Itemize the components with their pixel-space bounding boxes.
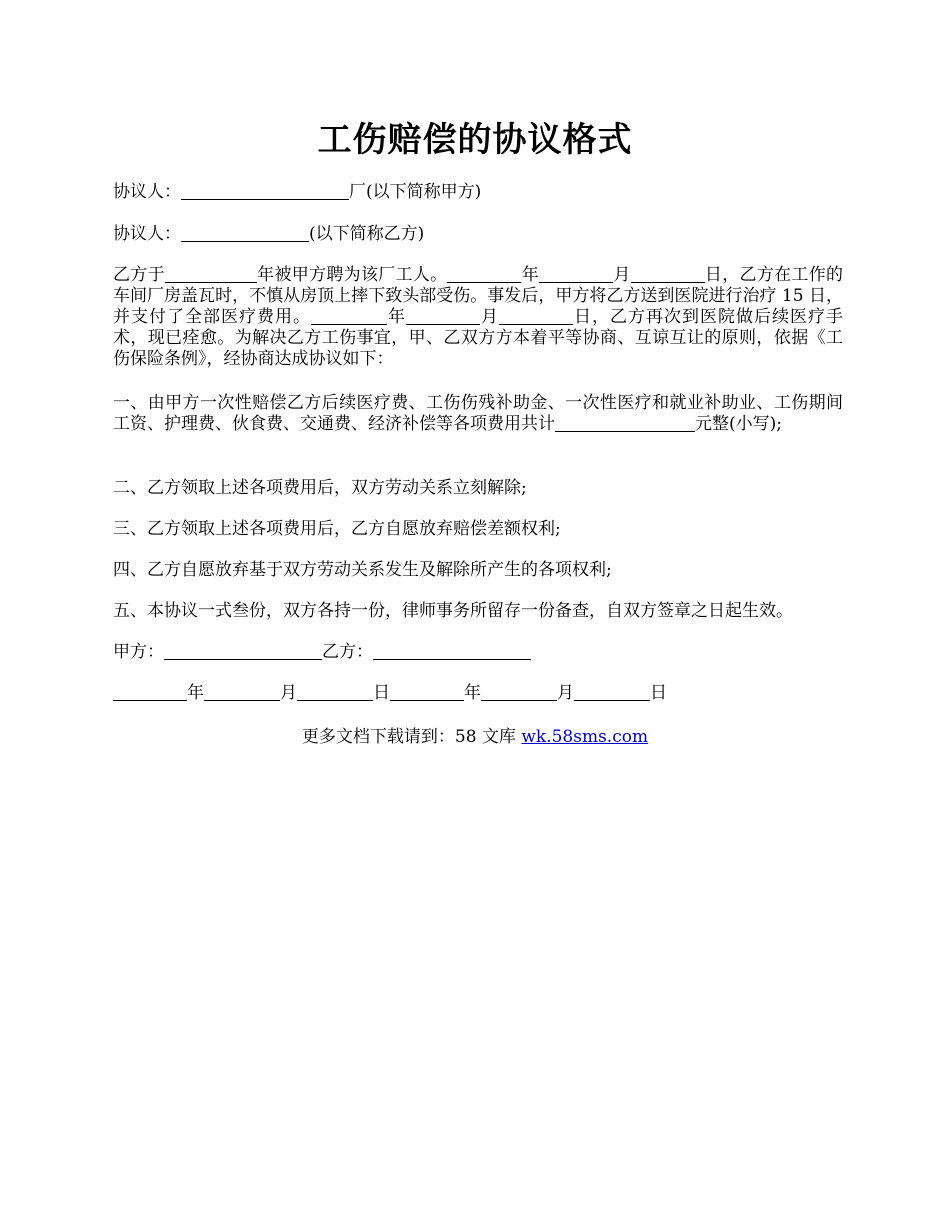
party-b-signature-blank <box>373 642 531 660</box>
party-b-month-blank <box>481 683 557 701</box>
party-b-day-blank <box>574 683 650 701</box>
party-a-day-label: 日 <box>373 683 390 703</box>
party-a-month-blank <box>204 683 280 701</box>
injury-year-blank <box>447 265 521 283</box>
party-a-name-blank <box>181 182 349 200</box>
party-a-day-blank <box>297 683 373 701</box>
intro-text-4: 月 <box>613 265 631 285</box>
party-a-line <box>113 182 843 203</box>
party-b-name-blank <box>181 224 309 242</box>
party-b-label: 协议人： <box>113 224 181 244</box>
clause-2: 二、乙方领取上述各项费用后，双方劳动关系立刻解除; <box>113 478 527 498</box>
clause-1-suffix: 元整(小写); <box>695 414 782 434</box>
party-a-month-label: 月 <box>280 683 297 703</box>
intro-text-5: 日，乙方在工作的车间厂房盖瓦时，不慎从房顶上摔下致头部受伤。事发后，甲方将乙方送到医院进行治疗 15 日，并支付了全部医疗费用。 <box>113 265 844 327</box>
signature-line <box>113 642 843 663</box>
intro-paragraph <box>113 265 843 370</box>
party-a-label: 协议人： <box>113 182 181 202</box>
clause-4: 四、乙方自愿放弃基于双方劳动关系发生及解除所产生的各项权利; <box>113 560 612 580</box>
party-a-signature-blank <box>164 642 322 660</box>
document-title: 工伤赔偿的协议格式 <box>317 120 633 160</box>
injury-month-blank <box>539 265 613 283</box>
intro-text-3: 年 <box>521 265 540 285</box>
footer <box>0 722 950 747</box>
party-a-year-label: 年 <box>187 683 204 703</box>
clause-5: 五、本协议一式叁份，双方各持一份，律师事务所留存一份备查，自双方签章之日起生效。 <box>113 601 793 621</box>
party-b-suffix: (以下简称乙方) <box>309 224 425 244</box>
hire-year-blank <box>165 265 257 283</box>
injury-day-blank <box>631 265 705 283</box>
party-a-year-blank <box>113 683 187 701</box>
party-b-signature-label: 乙方： <box>322 642 373 662</box>
intro-text-2: 年被甲方聘为该厂工人。 <box>256 265 448 285</box>
surgery-month-blank <box>406 307 480 325</box>
footer-text: 更多文档下载请到：58 文库 <box>301 727 522 747</box>
clause-1 <box>113 393 843 435</box>
party-a-suffix: 厂(以下简称甲方) <box>349 182 482 202</box>
intro-text-6: 年 <box>387 307 406 327</box>
compensation-amount-blank <box>555 414 695 432</box>
date-line <box>113 683 843 704</box>
party-b-year-blank <box>390 683 464 701</box>
party-b-month-label: 月 <box>557 683 574 703</box>
clause-1-text: 一、由甲方一次性赔偿乙方后续医疗费、工伤伤残补助金、一次性医疗和就业补助业、工伤期间工资、护理费、伙食费、交通费、经济补偿等各项费用共计 <box>113 393 843 434</box>
surgery-day-blank <box>499 307 573 325</box>
party-b-day-label: 日 <box>650 683 667 703</box>
party-b-year-label: 年 <box>464 683 481 703</box>
clause-3: 三、乙方领取上述各项费用后，乙方自愿放弃赔偿差额权利; <box>113 519 561 539</box>
intro-text-1: 乙方于 <box>113 265 165 285</box>
party-a-signature-label: 甲方： <box>113 642 164 662</box>
party-b-line <box>113 224 843 245</box>
surgery-year-blank <box>311 307 387 325</box>
intro-text-8: 日，乙方再次到医院做后续医疗手术，现已痊愈。为解决乙方工伤事宜，甲、乙双方方本着平等协商、互谅互让的原则，依据《工伤保险条例》，经协商达成协议如下： <box>113 307 843 369</box>
footer-link[interactable]: wk.58sms.com <box>521 727 649 747</box>
intro-text-7: 月 <box>480 307 499 327</box>
